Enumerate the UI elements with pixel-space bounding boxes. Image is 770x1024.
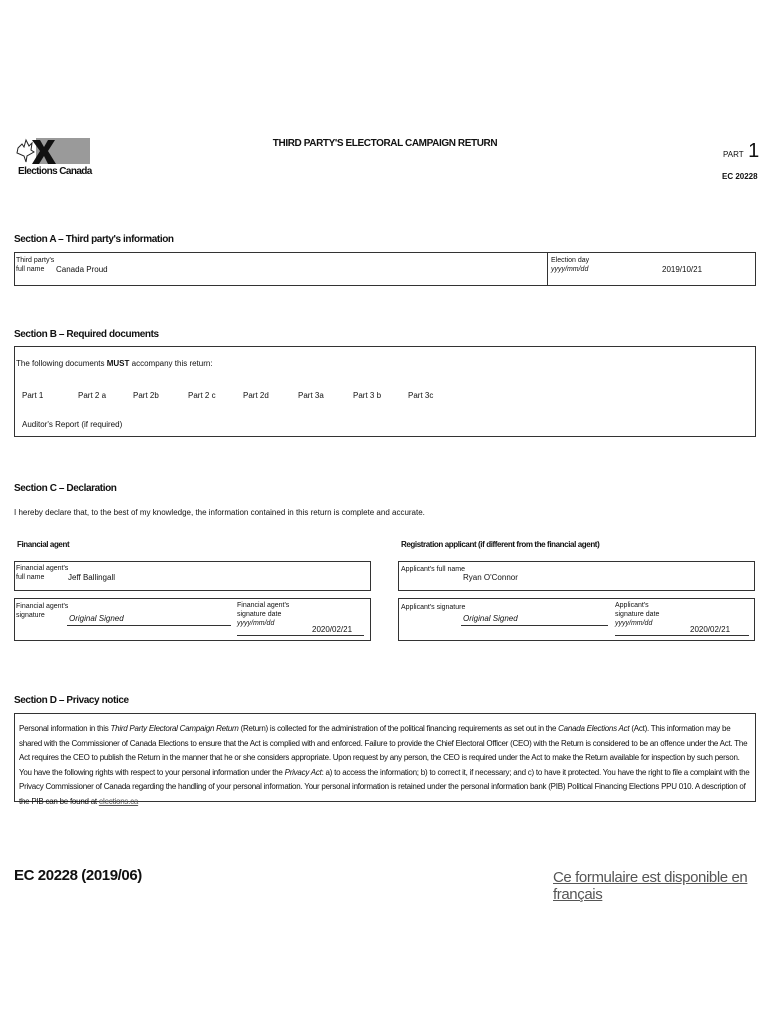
election-day-value[interactable]: 2019/10/21 xyxy=(662,265,703,274)
part-item: Part 1 xyxy=(22,391,44,400)
section-b-intro: The following documents MUST accompany this return: xyxy=(16,359,213,368)
elections-canada-logo xyxy=(14,136,94,180)
financial-agent-heading: Financial agent xyxy=(17,540,70,549)
part-item: Part 2 a xyxy=(78,391,107,400)
applicant-date-value[interactable]: 2020/02/21 xyxy=(690,625,731,634)
financial-agent-signature-line xyxy=(67,625,231,626)
privacy-notice-text: Personal information in this Third Party Electoral Campaign Return (Return) is collected for the administration of the political financing requirements as set out in the Canada Elections Act (Act). This information may be shared with the Commissioner of Canada Elections to ensure that the Act is complied with and enforced. Failure to provide the Chief Electoral Officer (CEO) with the Return is considered to be an offence under the Act. The Act requires the CEO to publish the Return in the manner that he or she considers appropriate. Upon request by any person, the CEO is required under the Act to make the Return available for inspection by such person. You have the following rights with respect to your personal information under the Privacy Act: a) to access the information; b) to correct it, if necessary; and c) to have it protected. You have the right to file a complaint with the Privacy Commissioner of Canada regarding the handling of your personal information. Your personal information is retained under the personal information bank (PIB) Political Financing Elections PPU 010. A description of the PIB can be found at elections.ca xyxy=(19,724,750,806)
elections-ca-link[interactable]: elections.ca xyxy=(98,796,139,806)
applicant-date-label: Applicant's signature date yyyy/mm/dd xyxy=(615,602,660,627)
part-label: PART xyxy=(723,150,744,159)
form-code: EC 20228 xyxy=(722,172,758,181)
applicant-name-label: Applicant's full name xyxy=(401,566,465,573)
section-a-box xyxy=(14,252,756,286)
part-item: Part 3c xyxy=(408,391,434,400)
section-c-heading: Section C – Declaration xyxy=(14,483,117,494)
applicant-heading: Registration applicant (if different from the financial agent) xyxy=(401,540,600,549)
section-a-heading: Section A – Third party's information xyxy=(14,234,174,245)
financial-agent-date-value[interactable]: 2020/02/21 xyxy=(312,625,353,634)
financial-agent-date-line xyxy=(237,635,364,636)
french-version-link[interactable]: Ce formulaire est disponible en français xyxy=(553,869,748,903)
declaration-text: I hereby declare that, to the best of my knowledge, the information contained in this return is complete and accurate. xyxy=(14,508,425,517)
auditors-report-item: Auditor's Report (if required) xyxy=(22,420,123,429)
logo-text: Elections Canada xyxy=(18,166,92,177)
form-identifier: EC 20228 (2019/06) xyxy=(14,867,142,884)
part-item: Part 3 b xyxy=(353,391,382,400)
applicant-date-line xyxy=(615,635,749,636)
financial-agent-name-label: Financial agent's full name xyxy=(16,565,69,581)
financial-agent-date-label: Financial agent's signature date yyyy/mm/dd xyxy=(237,602,290,627)
applicant-signature-label: Applicant's signature xyxy=(401,604,466,611)
applicant-name-value[interactable]: Ryan O'Connor xyxy=(463,573,518,582)
election-day-label: Election day yyyy/mm/dd xyxy=(551,257,590,273)
section-a-divider xyxy=(547,252,548,286)
financial-agent-signature-value[interactable]: Original Signed xyxy=(69,614,124,623)
part-number: 1 xyxy=(748,140,760,162)
section-b-heading: Section B – Required documents xyxy=(14,329,159,340)
applicant-signature-line xyxy=(461,625,608,626)
part-item: Part 3a xyxy=(298,391,324,400)
form-title: THIRD PARTY'S ELECTORAL CAMPAIGN RETURN xyxy=(272,138,498,149)
section-d-heading: Section D – Privacy notice xyxy=(14,695,129,706)
financial-agent-name-value[interactable]: Jeff Ballingall xyxy=(68,573,115,582)
financial-agent-signature-label: Financial agent's signature xyxy=(16,603,69,619)
part-indicator xyxy=(723,140,759,163)
part-item: Part 2 c xyxy=(188,391,216,400)
maple-leaf-x-icon xyxy=(14,136,94,166)
part-item: Part 2d xyxy=(243,391,269,400)
third-party-name-label: Third party's full name xyxy=(16,257,55,273)
applicant-signature-value[interactable]: Original Signed xyxy=(463,614,518,623)
part-item: Part 2b xyxy=(133,391,159,400)
third-party-name-value[interactable]: Canada Proud xyxy=(56,265,108,274)
